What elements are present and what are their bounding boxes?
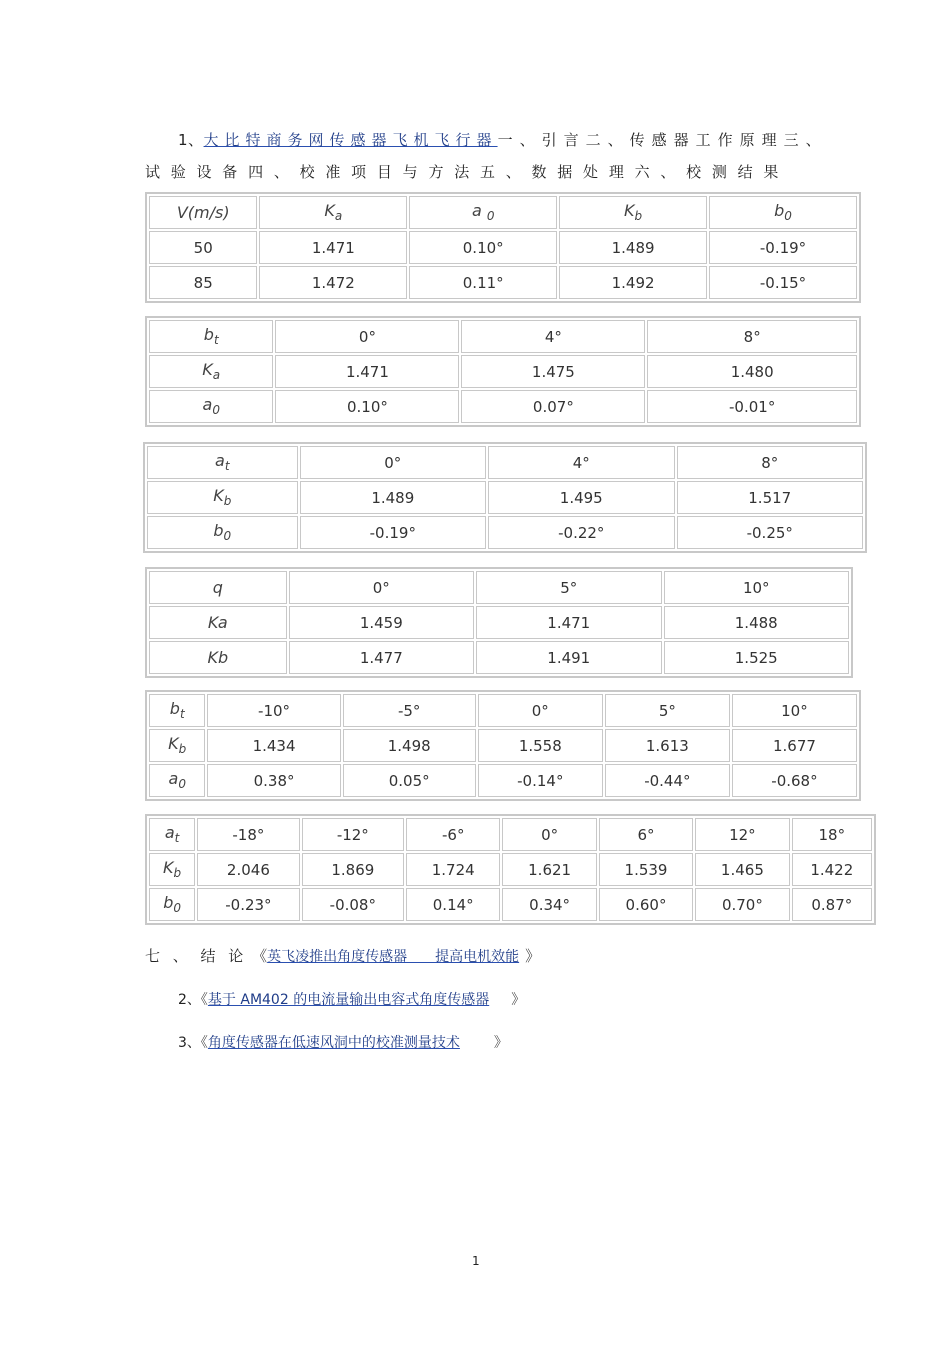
- table-row-header: $a_t$: [147, 446, 298, 479]
- table-cell: 50: [149, 231, 257, 264]
- table-cell: 0.11°: [409, 266, 557, 299]
- heading-toc-2: 试 验 设 备 四 、 校 准 项 目 与 方 法 五 、 数 据 处 理 六 、 校 测 结 果: [145, 163, 782, 181]
- conclusion-label: 七 、 结 论: [145, 947, 248, 965]
- table-row: [149, 641, 849, 674]
- table-cell: 1.489: [559, 231, 707, 264]
- table-row: [149, 320, 857, 353]
- table-header-row: [149, 196, 857, 229]
- table-cell: 18°: [792, 818, 872, 851]
- conclusion-open-bracket: 《: [252, 947, 268, 965]
- table-cell: 0.07°: [461, 390, 645, 423]
- table-cell: 2.046: [197, 853, 299, 886]
- heading-number: 1、: [178, 131, 204, 149]
- table-cell: 0.70°: [695, 888, 789, 921]
- table-cell: 1.477: [289, 641, 474, 674]
- table-row: [149, 764, 857, 797]
- table-cell: -10°: [207, 694, 340, 727]
- table-cell: 1.471: [259, 231, 407, 264]
- table-cell: 1.471: [275, 355, 459, 388]
- table-header-cell: a $_0$: [409, 196, 557, 229]
- table-cell: 10°: [732, 694, 857, 727]
- table-row: [149, 853, 872, 886]
- table-cell: 1.613: [605, 729, 730, 762]
- table-header-cell: $b_0$: [709, 196, 857, 229]
- table-row: [147, 446, 863, 479]
- calibration-table-velocity: [145, 192, 861, 303]
- table-header-cell: V(m/s): [149, 196, 257, 229]
- table-row-header: Ka: [149, 606, 287, 639]
- table-row: [149, 571, 849, 604]
- table-cell: 5°: [605, 694, 730, 727]
- table-row: [149, 729, 857, 762]
- table-cell: 1.488: [664, 606, 850, 639]
- table-cell: 1.475: [461, 355, 645, 388]
- table-cell: 0.10°: [409, 231, 557, 264]
- table-cell: -0.19°: [300, 516, 486, 549]
- table-cell: 1.471: [476, 606, 661, 639]
- conclusion-link[interactable]: 英飞凌推出角度传感器 提高电机效能: [267, 949, 520, 965]
- table-header-cell: $K_b$: [559, 196, 707, 229]
- table-cell: -0.25°: [677, 516, 864, 549]
- calibration-table-bt-range: [145, 690, 861, 801]
- table-row-header: $K_b$: [149, 853, 195, 886]
- table-cell: 12°: [695, 818, 789, 851]
- table-row: [149, 390, 857, 423]
- table-cell: 0.10°: [275, 390, 459, 423]
- table-cell: 1.489: [300, 481, 486, 514]
- table-row: [147, 481, 863, 514]
- table-cell: 0.14°: [406, 888, 500, 921]
- table-row: [149, 355, 857, 388]
- reference-link-3[interactable]: 角度传感器在低速风洞中的校准测量技术: [207, 1035, 460, 1051]
- table-cell: 1.558: [478, 729, 603, 762]
- table-cell: 1.517: [677, 481, 864, 514]
- calibration-table-bt: [145, 316, 861, 427]
- table-row-header: $b_0$: [149, 888, 195, 921]
- table-cell: 0.60°: [599, 888, 693, 921]
- table-row-header: $b_t$: [149, 694, 205, 727]
- table-row-header: $a_t$: [149, 818, 195, 851]
- page-number: 1: [472, 1254, 480, 1268]
- table-cell: -0.08°: [302, 888, 404, 921]
- heading-line-2: [145, 161, 781, 182]
- table-cell: -12°: [302, 818, 404, 851]
- reference-item-2: [178, 989, 525, 1009]
- table-cell: 5°: [476, 571, 661, 604]
- table-row: [147, 516, 863, 549]
- reference-number: 2、: [178, 992, 201, 1008]
- table-cell: 1.491: [476, 641, 661, 674]
- table-cell: -0.14°: [478, 764, 603, 797]
- table-row-header: $a_0$: [149, 390, 273, 423]
- table-cell: 6°: [599, 818, 693, 851]
- calibration-table-at: [143, 442, 867, 553]
- table-cell: 1.465: [695, 853, 789, 886]
- table-row-header: Kb: [149, 641, 287, 674]
- table-cell: -0.22°: [488, 516, 674, 549]
- table-header-cell: $K_a$: [259, 196, 407, 229]
- table-cell: 1.869: [302, 853, 404, 886]
- conclusion-line: [145, 945, 540, 966]
- table-cell: 1.724: [406, 853, 500, 886]
- table-cell: 4°: [488, 446, 674, 479]
- table-cell: -5°: [343, 694, 476, 727]
- table-cell: -6°: [406, 818, 500, 851]
- table-cell: -0.15°: [709, 266, 857, 299]
- table-cell: 85: [149, 266, 257, 299]
- table-cell: -0.19°: [709, 231, 857, 264]
- table-cell: 1.472: [259, 266, 407, 299]
- table-cell: 0°: [275, 320, 459, 353]
- reference-number: 3、: [178, 1035, 201, 1051]
- table-cell: -0.68°: [732, 764, 857, 797]
- table-cell: -0.44°: [605, 764, 730, 797]
- table-cell: 1.422: [792, 853, 872, 886]
- table-row-header: $K_b$: [149, 729, 205, 762]
- table-row-header: q: [149, 571, 287, 604]
- table-cell: 1.492: [559, 266, 707, 299]
- table-row-header: $b_t$: [149, 320, 273, 353]
- table-row-header: $b_0$: [147, 516, 298, 549]
- table-cell: 8°: [677, 446, 864, 479]
- heading-line-1: [178, 129, 828, 150]
- table-cell: 1.677: [732, 729, 857, 762]
- table-cell: 1.525: [664, 641, 850, 674]
- table-cell: 1.495: [488, 481, 674, 514]
- table-cell: -0.01°: [647, 390, 857, 423]
- table-cell: 1.621: [502, 853, 596, 886]
- table-cell: 10°: [664, 571, 850, 604]
- table-row: [149, 888, 872, 921]
- table-cell: 0.87°: [792, 888, 872, 921]
- table-cell: 1.539: [599, 853, 693, 886]
- table-row: [149, 231, 857, 264]
- table-cell: 0.38°: [207, 764, 340, 797]
- reference-close-bracket: 》: [511, 992, 526, 1008]
- table-cell: 1.434: [207, 729, 340, 762]
- table-cell: 0°: [478, 694, 603, 727]
- table-row: [149, 694, 857, 727]
- table-cell: 0°: [300, 446, 486, 479]
- conclusion-close-bracket: 》: [525, 947, 541, 965]
- reference-open-bracket: 《: [200, 992, 208, 1008]
- table-cell: -0.23°: [197, 888, 299, 921]
- reference-item-3: [178, 1032, 508, 1052]
- table-cell: 1.498: [343, 729, 476, 762]
- table-cell: 0°: [289, 571, 474, 604]
- reference-open-bracket: 《: [200, 1035, 208, 1051]
- table-row: [149, 818, 872, 851]
- table-row-header: $a_0$: [149, 764, 205, 797]
- table-row-header: $K_a$: [149, 355, 273, 388]
- table-cell: 0.34°: [502, 888, 596, 921]
- reference-link-2[interactable]: 基于 AM402 的电流量输出电容式角度传感器: [207, 992, 490, 1008]
- calibration-table-q: [145, 567, 853, 678]
- table-cell: 0.05°: [343, 764, 476, 797]
- heading-link[interactable]: 大比特商务网传感器飞机飞行器: [203, 131, 498, 149]
- table-cell: 8°: [647, 320, 857, 353]
- table-cell: 0°: [502, 818, 596, 851]
- table-cell: 1.480: [647, 355, 857, 388]
- table-row-header: $K_b$: [147, 481, 298, 514]
- table-cell: 4°: [461, 320, 645, 353]
- table-row: [149, 266, 857, 299]
- table-row: [149, 606, 849, 639]
- table-cell: 1.459: [289, 606, 474, 639]
- reference-close-bracket: 》: [493, 1035, 508, 1051]
- heading-toc-1: 一、引言二、传感器工作原理三、: [497, 131, 828, 149]
- calibration-table-at-range: [145, 814, 876, 925]
- table-cell: -18°: [197, 818, 299, 851]
